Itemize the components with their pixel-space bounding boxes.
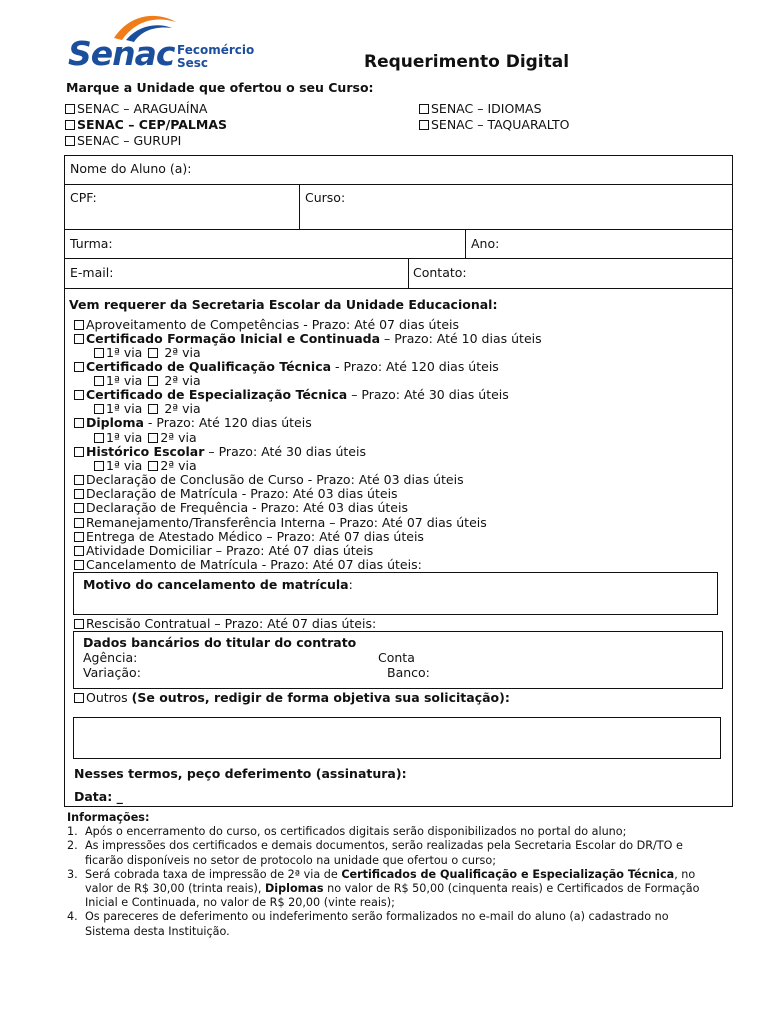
checkbox[interactable]: [419, 104, 429, 114]
via-label: 2ª via: [164, 401, 201, 416]
checkbox-2a-via[interactable]: [148, 376, 158, 386]
request-label: - Prazo: Até 120 dias úteis: [143, 415, 312, 430]
email-field[interactable]: E-mail:: [70, 265, 114, 280]
variation-field[interactable]: Variação:: [83, 665, 141, 680]
option-label: SENAC – GURUPI: [77, 133, 182, 148]
information-section: [67, 811, 717, 939]
checkbox-2a-via[interactable]: [148, 348, 158, 358]
via-label: 1ª via: [106, 345, 143, 360]
checkbox-2a-via[interactable]: [148, 461, 158, 471]
checkbox-1a-via[interactable]: [94, 461, 104, 471]
checkbox[interactable]: [74, 532, 84, 542]
checkbox[interactable]: [74, 619, 84, 629]
checkbox-2a-via[interactable]: [148, 404, 158, 414]
via-label: 2ª via: [164, 345, 201, 360]
request-cancelamento[interactable]: [74, 558, 422, 572]
checkbox-1a-via[interactable]: [94, 348, 104, 358]
request-cert-qual[interactable]: [74, 360, 499, 374]
request-label-bold: Certificado de Qualificação Técnica: [86, 359, 332, 374]
requests-heading: Vem requerer da Secretaria Escolar da Unidade Educacional:: [69, 297, 498, 312]
request-label: Atividade Domiciliar – Prazo: Até 07 dias úteis: [86, 543, 374, 558]
request-label: Declaração de Matrícula - Prazo: Até 03 dias úteis: [86, 486, 398, 501]
via-label: 1ª via: [106, 430, 143, 445]
checkbox[interactable]: [419, 120, 429, 130]
year-field[interactable]: Ano:: [471, 236, 500, 251]
bank-data-title: Dados bancários do titular do contrato: [83, 635, 357, 650]
request-historico[interactable]: [74, 445, 366, 459]
information-title: Informações:: [67, 811, 150, 824]
via-label: 2ª via: [160, 430, 197, 445]
option-label: SENAC – CEP/PALMAS: [77, 117, 228, 132]
request-label: Rescisão Contratual – Prazo: Até 07 dias úteis:: [86, 616, 377, 631]
request-label-bold: Diploma: [86, 415, 144, 430]
class-field[interactable]: Turma:: [70, 236, 113, 251]
info-item: 4. Os pareceres de deferimento ou indeferimento serão formalizados no e-mail do aluno (a) cadastrado no Sistema desta Instituição.: [67, 910, 669, 938]
logo-wordmark: Senac: [68, 34, 175, 73]
unit-option-taquaralto[interactable]: [419, 117, 569, 132]
request-aproveitamento[interactable]: [74, 318, 459, 332]
bank-field[interactable]: Banco:: [387, 665, 430, 680]
request-label-bold: Certificado de Especialização Técnica: [86, 387, 348, 402]
via-label: 1ª via: [106, 458, 143, 473]
checkbox[interactable]: [74, 390, 84, 400]
checkbox-1a-via[interactable]: [94, 404, 104, 414]
logo: [66, 12, 255, 74]
request-outros[interactable]: [74, 691, 510, 705]
unit-option-araguaina[interactable]: [65, 101, 207, 116]
cpf-field[interactable]: CPF:: [70, 190, 97, 205]
request-label: Declaração de Conclusão de Curso - Prazo: Até 03 dias úteis: [86, 472, 464, 487]
option-label: SENAC – ARAGUAÍNA: [77, 101, 208, 116]
request-decl-frequencia[interactable]: [74, 501, 408, 515]
request-label: Declaração de Frequência - Prazo: Até 03 dias úteis: [86, 500, 408, 515]
other-request-textbox[interactable]: [73, 717, 721, 759]
via-label: 1ª via: [106, 373, 143, 388]
checkbox[interactable]: [74, 334, 84, 344]
request-domiciliar[interactable]: [74, 544, 373, 558]
via-options-historico: [94, 459, 197, 473]
checkbox[interactable]: [74, 362, 84, 372]
unit-prompt: Marque a Unidade que ofertou o seu Curso:: [66, 80, 374, 95]
name-field[interactable]: Nome do Aluno (a):: [70, 161, 192, 176]
checkbox[interactable]: [74, 447, 84, 457]
checkbox[interactable]: [65, 136, 75, 146]
via-options-diploma: [94, 431, 197, 445]
checkbox[interactable]: [65, 120, 75, 130]
request-diploma[interactable]: [74, 416, 312, 430]
logo-sesc: Sesc: [177, 56, 209, 70]
checkbox[interactable]: [74, 693, 84, 703]
checkbox-1a-via[interactable]: [94, 376, 104, 386]
request-label: Cancelamento de Matrícula - Prazo: Até 07 dias úteis:: [86, 557, 422, 572]
checkbox[interactable]: [65, 104, 75, 114]
checkbox[interactable]: [74, 475, 84, 485]
request-label: – Prazo: Até 30 dias úteis: [347, 387, 509, 402]
request-label: – Prazo: Até 30 dias úteis: [204, 444, 366, 459]
info-item: 1. Após o encerramento do curso, os certificados digitais serão disponibilizados no portal do aluno;: [67, 825, 627, 839]
unit-option-cep-palmas[interactable]: [65, 117, 227, 132]
agency-field[interactable]: Agência:: [83, 650, 138, 665]
request-remanejamento[interactable]: [74, 516, 487, 530]
request-decl-conclusao[interactable]: [74, 473, 464, 487]
cancel-reason-label: Motivo do cancelamento de matrícula:: [83, 577, 353, 592]
page-title: Requerimento Digital: [364, 52, 570, 72]
via-label: 2ª via: [164, 373, 201, 388]
contact-field[interactable]: Contato:: [413, 265, 467, 280]
account-field[interactable]: Conta: [378, 650, 415, 665]
signature-label: Nesses termos, peço deferimento (assinatura):: [74, 766, 407, 781]
checkbox[interactable]: [74, 320, 84, 330]
request-rescisao[interactable]: [74, 617, 376, 631]
request-cert-esp[interactable]: [74, 388, 509, 402]
request-label-bold: (Se outros, redigir de forma objetiva sua solicitação):: [131, 690, 510, 705]
info-item: 2. As impressões dos certificados e demais documentos, serão realizadas pela Secretaria Escolar do DR/TO e ficarão disponíveis no setor de protocolo na unidade que ofertou o curso;: [67, 839, 683, 867]
request-label: – Prazo: Até 10 dias úteis: [380, 331, 542, 346]
logo-fecomercio: Fecomércio: [177, 43, 255, 57]
checkbox[interactable]: [74, 560, 84, 570]
request-label-bold: Certificado Formação Inicial e Continuada: [86, 331, 381, 346]
checkbox[interactable]: [74, 418, 84, 428]
request-decl-matricula[interactable]: [74, 487, 398, 501]
request-label: Entrega de Atestado Médico – Prazo: Até 07 dias úteis: [86, 529, 424, 544]
checkbox[interactable]: [74, 489, 84, 499]
option-label: SENAC – IDIOMAS: [431, 101, 542, 116]
unit-option-gurupi[interactable]: [65, 133, 181, 148]
via-label: 2ª via: [160, 458, 197, 473]
checkbox[interactable]: [74, 518, 84, 528]
via-options-cert-fic: [94, 346, 201, 360]
checkbox-1a-via[interactable]: [94, 433, 104, 443]
request-label: Remanejamento/Transferência Interna – Prazo: Até 07 dias úteis: [86, 515, 487, 530]
option-label: SENAC – TAQUARALTO: [431, 117, 570, 132]
info-item: 3. Será cobrada taxa de impressão de 2ª via de Certificados de Qualificação e Especialização Técnica, no valor de R$ 30,00 (trinta reais), Diplomas no valor de R$ 50,00 (cinquenta reais) e Certificados de Formação Inicial e Continuada, no valor de R$ 20,00 (vinte reais);: [67, 867, 700, 910]
via-options-cert-qual: [94, 374, 201, 388]
checkbox[interactable]: [74, 503, 84, 513]
request-atestado[interactable]: [74, 530, 424, 544]
request-cert-fic[interactable]: [74, 332, 542, 346]
checkbox-2a-via[interactable]: [148, 433, 158, 443]
unit-option-idiomas[interactable]: [419, 101, 542, 116]
course-field[interactable]: Curso:: [305, 190, 346, 205]
request-label: - Prazo: Até 120 dias úteis: [331, 359, 499, 374]
via-label: 1ª via: [106, 401, 143, 416]
checkbox[interactable]: [74, 546, 84, 556]
request-label-bold: Histórico Escolar: [86, 444, 205, 459]
date-field[interactable]: Data: _: [74, 789, 123, 804]
request-label: Outros: [86, 690, 128, 705]
request-label: Aproveitamento de Competências - Prazo: Até 07 dias úteis: [86, 317, 460, 332]
via-options-cert-esp: [94, 402, 201, 416]
